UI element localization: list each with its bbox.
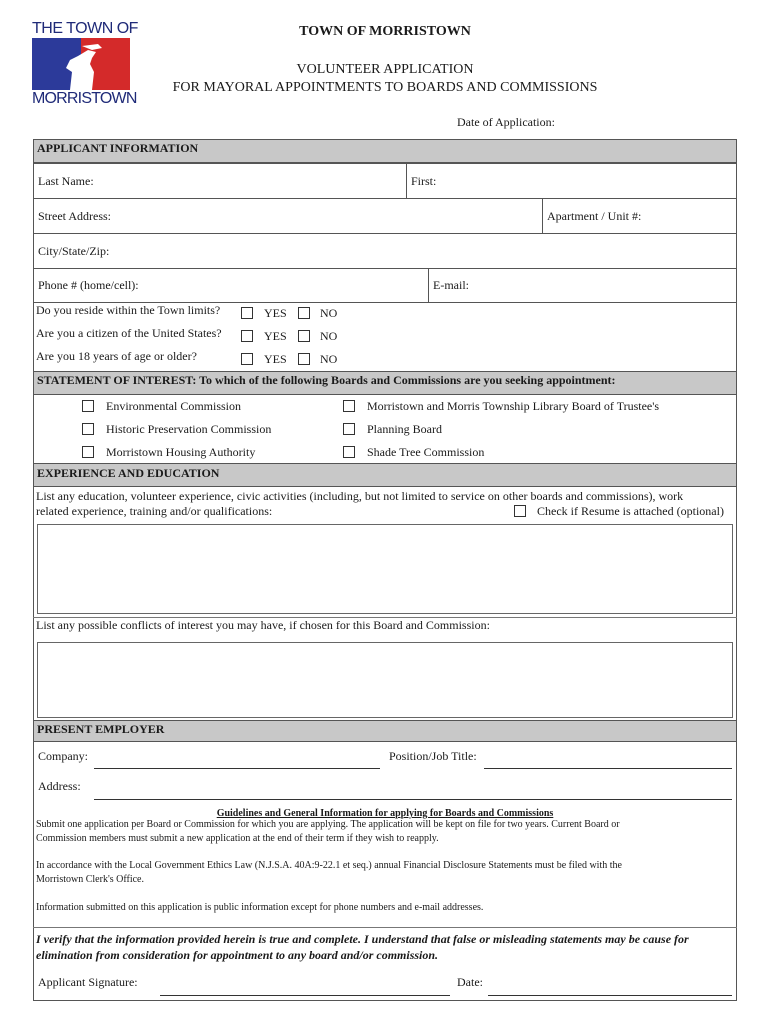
reside-yes-checkbox[interactable] — [241, 307, 253, 319]
section-statement-of-interest: STATEMENT OF INTEREST: To which of the following Boards and Commissions are you seeking appointment: — [34, 371, 736, 395]
conflicts-instructions: List any possible conflicts of interest you may have, if chosen for this Board and Commission: — [36, 618, 490, 632]
date-of-application-label: Date of Application: — [457, 115, 555, 129]
signature-label: Applicant Signature: — [38, 975, 138, 989]
signature-date-label: Date: — [457, 975, 483, 989]
environmental-commission-checkbox[interactable] — [82, 400, 94, 412]
question-reside: Do you reside within the Town limits? — [36, 303, 221, 317]
guidelines-title: Guidelines and General Information for applying for Boards and Commissions — [216, 808, 554, 819]
resume-attached-label: Check if Resume is attached (optional) — [537, 504, 724, 518]
section-experience-education: EXPERIENCE AND EDUCATION — [34, 463, 736, 487]
first-name-field[interactable] — [406, 163, 737, 199]
library-board-label: Morristown and Morris Township Library Board of Trustee's — [367, 399, 660, 413]
subtitle-1: VOLUNTEER APPLICATION — [296, 62, 474, 77]
reside-no-label: NO — [320, 306, 338, 320]
guidelines-p1b: Commission members must submit a new application at the end of their term if they wish to reapply. — [36, 833, 439, 844]
phone-label: Phone # (home/cell): — [38, 278, 139, 292]
guidelines-p3: Information submitted on this application is public information except for phone numbers and e-mail addresses. — [36, 902, 484, 913]
library-board-checkbox[interactable] — [343, 400, 355, 412]
housing-authority-checkbox[interactable] — [82, 446, 94, 458]
first-name-label: First: — [411, 174, 437, 188]
guidelines-p2b: Morristown Clerk's Office. — [36, 874, 144, 885]
citizen-yes-checkbox[interactable] — [241, 330, 253, 342]
age-yes-checkbox[interactable] — [241, 353, 253, 365]
last-name-field[interactable] — [33, 163, 407, 199]
conflicts-textarea[interactable] — [37, 642, 733, 718]
citizen-no-label: NO — [320, 329, 338, 343]
resume-attached-checkbox[interactable] — [514, 505, 526, 517]
experience-instructions-2: related experience, training and/or qualifications: — [36, 504, 273, 518]
email-field[interactable] — [428, 268, 737, 303]
city-state-zip-field[interactable] — [33, 233, 737, 269]
reside-no-checkbox[interactable] — [298, 307, 310, 319]
street-address-label: Street Address: — [38, 209, 111, 223]
divider — [33, 927, 737, 928]
email-label: E-mail: — [433, 278, 469, 292]
section-applicant-information: APPLICANT INFORMATION — [34, 139, 736, 163]
shade-tree-label: Shade Tree Commission — [367, 445, 485, 459]
apartment-field[interactable] — [542, 198, 737, 234]
historic-preservation-label: Historic Preservation Commission — [106, 422, 272, 436]
section-present-employer: PRESENT EMPLOYER — [34, 720, 736, 742]
verify-statement-1: I verify that the information provided herein is true and complete. I understand that false or misleading statements may be cause for — [36, 932, 689, 946]
guidelines-p2a: In accordance with the Local Government Ethics Law (N.J.S.A. 40A:9-22.1 et seq.) annual Financial Disclosure Statements must be filed with the — [36, 860, 622, 871]
guidelines-p1a: Submit one application per Board or Commission for which you are applying. The application will be kept on file for two years. Current Board or — [36, 819, 620, 830]
planning-board-label: Planning Board — [367, 422, 442, 436]
company-input[interactable] — [94, 768, 380, 769]
verify-statement-2: elimination from consideration for appointment to any board and/or commission. — [36, 948, 439, 962]
signature-date-input[interactable] — [488, 995, 732, 996]
city-state-zip-label: City/State/Zip: — [38, 244, 110, 258]
experience-textarea[interactable] — [37, 524, 733, 614]
employer-address-input[interactable] — [94, 799, 732, 800]
company-label: Company: — [38, 749, 88, 763]
question-age: Are you 18 years of age or older? — [36, 349, 197, 363]
age-yes-label: YES — [264, 352, 287, 366]
reside-yes-label: YES — [264, 306, 287, 320]
historic-preservation-checkbox[interactable] — [82, 423, 94, 435]
phone-field[interactable] — [33, 268, 429, 303]
housing-authority-label: Morristown Housing Authority — [106, 445, 256, 459]
position-input[interactable] — [484, 768, 732, 769]
experience-instructions-1: List any education, volunteer experience, civic activities (including, but not limited to service on other boards and commissions), work — [36, 489, 684, 503]
signature-input[interactable] — [160, 995, 450, 996]
environmental-commission-label: Environmental Commission — [106, 399, 241, 413]
logo-bottom-text: MORRISTOWN — [32, 90, 137, 107]
apartment-label: Apartment / Unit #: — [547, 209, 642, 223]
page-title: TOWN OF MORRISTOWN — [299, 24, 471, 39]
street-address-field[interactable] — [33, 198, 543, 234]
planning-board-checkbox[interactable] — [343, 423, 355, 435]
position-label: Position/Job Title: — [389, 749, 477, 763]
subtitle-2: FOR MAYORAL APPOINTMENTS TO BOARDS AND COMMISSIONS — [172, 80, 598, 95]
age-no-checkbox[interactable] — [298, 353, 310, 365]
last-name-label: Last Name: — [38, 174, 94, 188]
age-no-label: NO — [320, 352, 338, 366]
citizen-yes-label: YES — [264, 329, 287, 343]
logo-top-text: THE TOWN OF — [32, 20, 138, 37]
shade-tree-checkbox[interactable] — [343, 446, 355, 458]
employer-address-label: Address: — [38, 779, 81, 793]
citizen-no-checkbox[interactable] — [298, 330, 310, 342]
question-citizen: Are you a citizen of the United States? — [36, 326, 222, 340]
